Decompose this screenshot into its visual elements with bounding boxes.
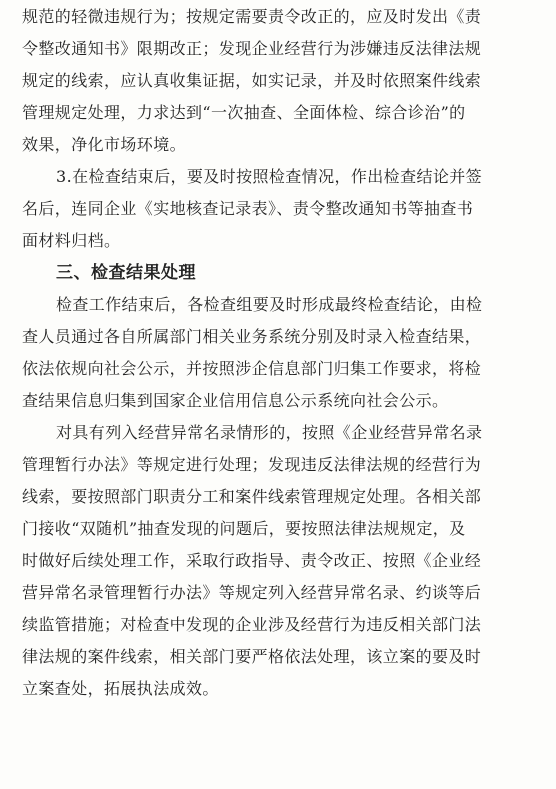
text-line: 线索，要按照部门职责分工和案件线索管理规定处理。各相关部 <box>22 487 482 506</box>
text-line: 门接收“双随机”抽查发现的问题后，要按照法律法规规定，及 <box>22 519 466 538</box>
text-line: 检查工作结束后，各检查组要及时形成最终检查结论，由检 <box>56 295 483 314</box>
text-line: 效果，净化市场环境。 <box>22 135 187 154</box>
text-line: 营异常名录管理暂行办法》等规定列入经营异常名录、约谈等后 <box>22 583 482 602</box>
text-line: 名后，连同企业《实地核查记录表》、责令整改通知书等抽查书 <box>22 199 474 218</box>
text-line: 立案查处，拓展执法成效。 <box>22 679 219 698</box>
text-line: 令整改通知书》限期改正；发现企业经营行为涉嫌违反法律法规 <box>22 39 482 58</box>
text-line: 查人员通过各自所属部门相关业务系统分别及时录入检查结果， <box>22 327 482 346</box>
text-line: 3.在检查结束后，要及时按照检查情况，作出检查结论并签 <box>56 167 483 186</box>
text-line: 规范的轻微违规行为；按规定需要责令改正的，应及时发出《责 <box>22 7 482 26</box>
text-line: 查结果信息归集到国家企业信用信息公示系统向社会公示。 <box>22 391 449 410</box>
text-line: 依法依规向社会公示，并按照涉企信息部门归集工作要求，将检 <box>22 359 482 378</box>
text-line: 管理暂行办法》等规定进行处理；发现违反法律法规的经营行为 <box>22 455 482 474</box>
text-line: 规定的线索，应认真收集证据，如实记录，并及时依照案件线索 <box>22 71 482 90</box>
text-line: 律法规的案件线索，相关部门要严格依法处理，该立案的要及时 <box>22 647 482 666</box>
text-line: 面材料归档。 <box>22 231 121 250</box>
text-line: 时做好后续处理工作，采取行政指导、责令改正、按照《企业经 <box>22 551 482 570</box>
text-line: 续监管措施；对检查中发现的企业涉及经营行为违反相关部门法 <box>22 615 482 634</box>
section-heading: 三、检查结果处理 <box>56 263 196 283</box>
text-line: 对具有列入经营异常名录情形的，按照《企业经营异常名录 <box>56 423 483 442</box>
text-line: 管理规定处理，力求达到“一次抽查、全面体检、综合诊治”的 <box>22 103 466 122</box>
